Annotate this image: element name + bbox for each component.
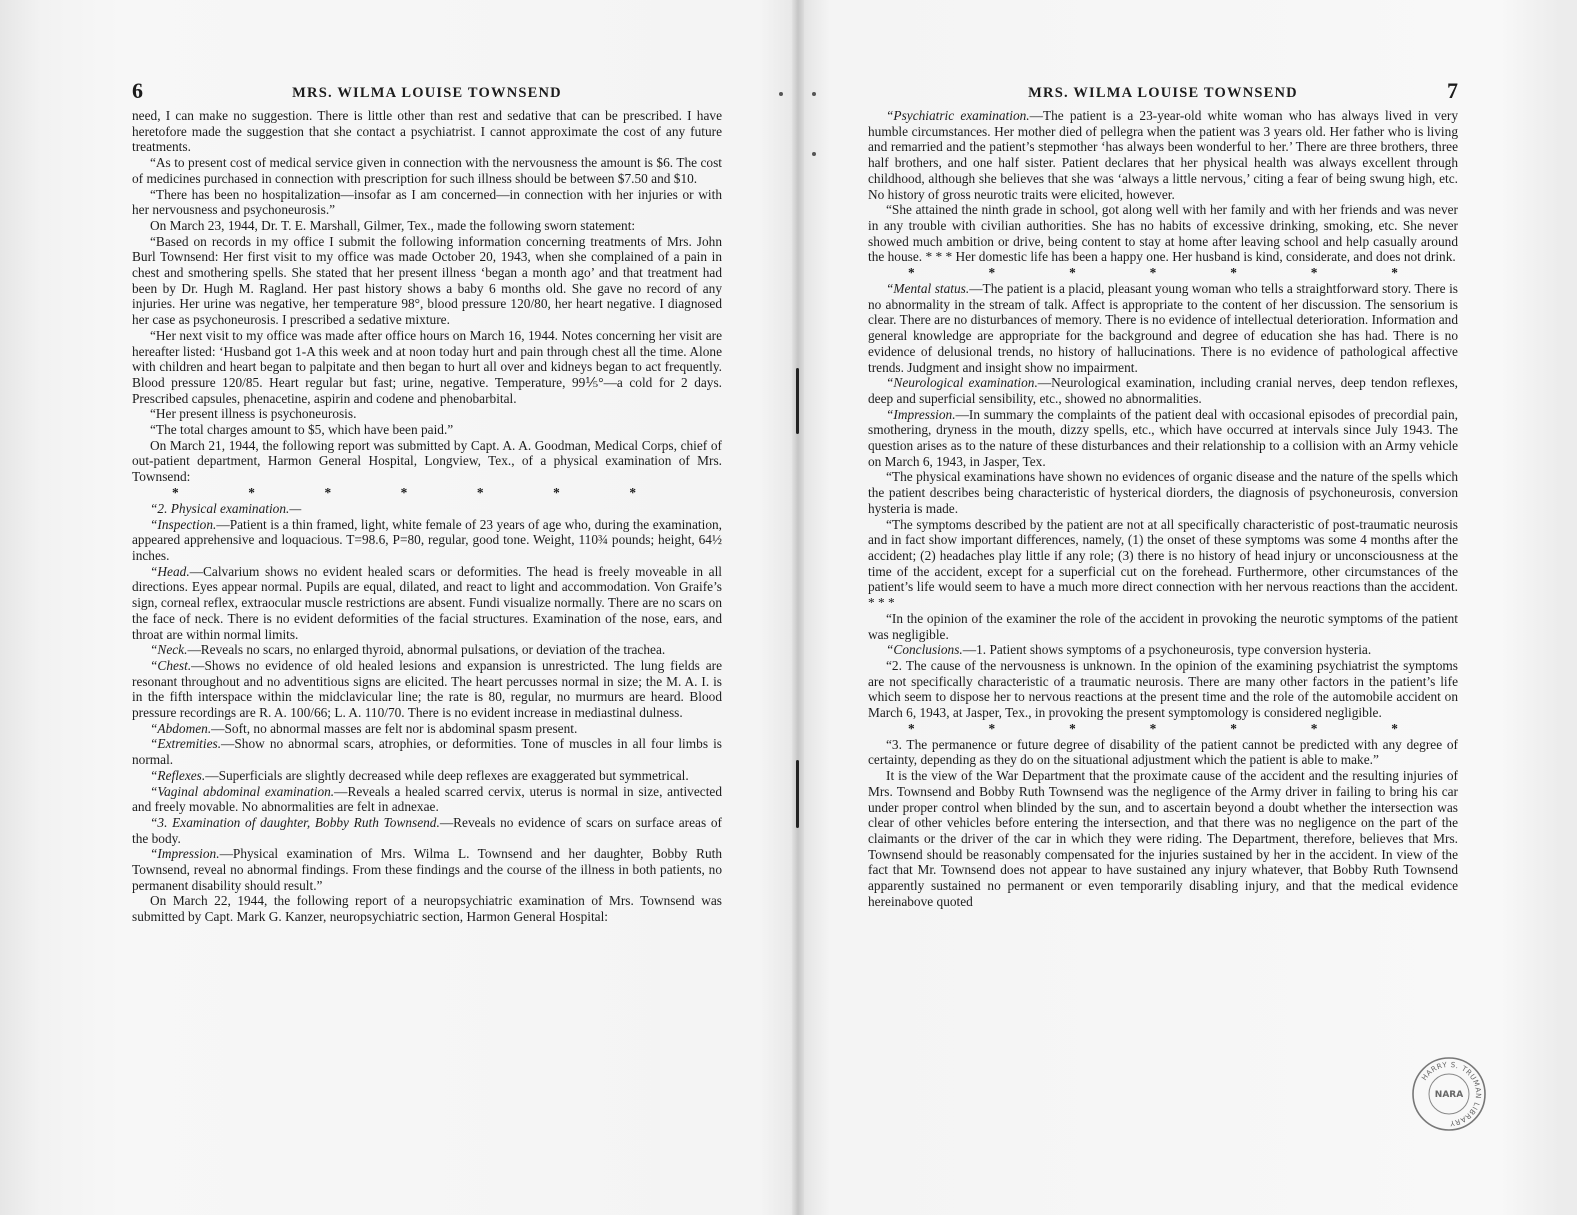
paragraph: “3. The permanence or future degree of disability of the patient cannot be predicted with any degree of certainty, depending as they do on the situational adjustment which the patient is able to make.” (868, 736, 1458, 768)
paragraph: “Her present illness is psychoneurosis. (150, 406, 357, 422)
star: * (1310, 720, 1318, 736)
page-fold (792, 0, 804, 1215)
paragraph: “2. The cause of the nervousness is unknown. In the opinion of the examining psychiatrist the symptoms are not specifically characteristic of a traumatic neurosis. There are many other factors in the patient’s life which seem to dispose her to nervous reactions at the present time and the role of the automobile accident on March 6, 1943, at Jasper, Tex., in provoking the present symptomology is considered negligible. (868, 657, 1458, 721)
exam-label: “Conclusions. (886, 642, 963, 658)
stamp-ring-text: HARRY S. TRUMAN LIBRARY (1419, 1059, 1484, 1129)
star: * (476, 484, 484, 500)
star: * (324, 484, 332, 500)
exam-text: —The patient is a placid, pleasant young woman who tells a straightforward story. There is no abnormality in the stream of talk. Affect is appropriate to the content of her discussion. The sensorium is clear. There are no disturbances of memory. There is no evidence of intellectual deterioration. Information and general knowledge are appropriate for the background and degree of education she has had. There is no evidence of delusional trends, no history of hallucinations. There is no evidence of pathological affective trends. Judgment and insight show no impairment. (868, 281, 1458, 375)
paragraph: It is the view of the War Department that the proximate cause of the accident and the resulting injuries of Mrs. Townsend and Bobby Ruth Townsend was the negligence of the Army driver in failing to bring his car under proper control when blinded by the sun, and to ascertain beyond a doubt whether the intersection was clear of other vehicles before entering the intersection, and that there was no negligence on the part of the claimants or the driver of the car in which they were riding. The Department, therefore, believes that Mrs. Townsend should be reasonably compensated for the injuries sustained by her in the accident. In view of the fact that Mr. Townsend does not appear to have sustained any injury whatever, that Bobby Ruth Townsend apparently sustained no permanent or even temporarily disabling injury, and that the medical evidence hereinabove quoted (868, 768, 1458, 909)
star: * (1069, 720, 1076, 736)
paragraph: On March 22, 1944, the following report of a neuropsychiatric examination of Mrs. Townsend was submitted by Capt. Mark G. Kanzer, neuropsychiatric section, Harmon General Hospital: (132, 893, 722, 925)
exam-text: —Reveals a healed scarred cervix, uterus is normal in size, antivected and freely movable. No abnormalities are felt in adnexae. (132, 783, 723, 815)
exam-label: “Neurological examination. (886, 375, 1038, 391)
star: * (908, 265, 915, 281)
star: * (908, 720, 915, 736)
exam-section (132, 721, 722, 737)
exam-label: “2. Physical examination.— (150, 500, 302, 516)
exam-text: —The patient is a 23-year-old white woman who has always lived in very humble circumstances. Her mother died of pellegra when the patient was 3 years old. Her father who is living and remarried and the patient’s stepmother ‘has always been wonderful to her.’ There are three brothers, three half brothers, and one half sister. Patient declares that her physical health was always excellent through childhood, although she believes that she was ‘always a little nervous,’ citing a fear of being swung high, etc. No history of gross neurotic traits were elicited, however. (868, 108, 1459, 202)
exam-label: “Head. (150, 563, 190, 579)
star: * (988, 265, 996, 281)
exam-label: “Abdomen. (150, 720, 212, 736)
paragraph: “As to present cost of medical service given in connection with the nervousness the amount is $6. The cost of medicines purchased in connection with prescription for such illness should be between $7.50 and $10. (132, 155, 722, 186)
exam-text: —Show no abnormal scars, atrophies, or deformities. Tone of muscles in all four limbs is normal. (132, 736, 722, 768)
exam-section (132, 784, 722, 815)
exam-section (868, 375, 1458, 406)
paragraph: “She attained the ninth grade in school, got along well with her family and with her friends and was never in any trouble with civilian authorities. She has no habits of excessive drinking, smoking, etc. She never showed much ambition or drive, being content to stay at home after leaving school and help casually around the house. * * * Her domestic life has been a happy one. Her husband is kind, considerate, and does not drink. (868, 202, 1458, 265)
exam-section (132, 815, 722, 846)
exam-section (132, 768, 722, 784)
exam-label: “Neck. (150, 642, 188, 658)
star: * (1149, 265, 1157, 281)
left-page (132, 78, 722, 925)
exam-label: “Reflexes. (150, 767, 206, 783)
right-page-header (868, 78, 1458, 108)
exam-label: “Chest. (150, 657, 192, 673)
staple-mark (796, 368, 799, 434)
stamp-center-text: NARA (1434, 1090, 1464, 1100)
paragraph: “The total charges amount to $5, which have been paid.” (150, 422, 454, 438)
exam-text: —Neurological examination, including cranial nerves, deep tendon reflexes, deep and superficial sensibility, etc., showed no abnormalities. (868, 375, 1459, 406)
star: * (1230, 720, 1237, 736)
scan-speck (812, 152, 816, 156)
exam-section (868, 281, 1458, 375)
paragraph: “There has been no hospitalization—insofar as I am concerned—in connection with her injuries or with her nervousness and psychoneurosis.” (132, 186, 722, 218)
staple-mark (796, 760, 799, 828)
paragraph: “In the opinion of the examiner the role of the accident in provoking the neurotic symptoms of the patient was negligible. (868, 610, 1458, 642)
exam-text: —Physical examination of Mrs. Wilma L. Townsend and her daughter, Bobby Ruth Townsend, reveal no abnormal findings. From these findings and the course of the illness in both patients, no permanent disability should result.” (132, 846, 722, 893)
star: * (1391, 265, 1398, 281)
star: * (553, 484, 560, 500)
exam-section (132, 846, 722, 893)
paragraph: need, I can make no suggestion. There is little other than rest and sedative that can be prescribed. I have heretofore made the suggestion that she contact a psychiatrist. I cannot approximate the cost of any future treatments. (132, 108, 722, 155)
exam-section (132, 517, 722, 564)
star: * (1069, 265, 1076, 281)
exam-label: “3. Examination of daughter, Bobby Ruth Townsend. (150, 814, 440, 830)
left-page-body (132, 108, 722, 925)
exam-section (132, 564, 722, 643)
star: * (1310, 265, 1318, 281)
exam-section (868, 642, 1458, 658)
paragraph: “Her next visit to my office was made after office hours on March 16, 1944. Notes concerning her visit are hereafter listed: ‘Husband got 1-A this week and at noon today hurt and pain through chest all the time. Alone with children and heart began to palpitate and then began to hurt all over and kidneys began to act frequently. Blood pressure 120/85. Heart regular but fast; urine, negative. Temperature, 99⅕°—a cold for 2 days. Prescribed capsules, phenacetine, aspirin and codene and phenobarbital. (132, 327, 722, 406)
star: * (629, 484, 636, 500)
exam-section (132, 736, 722, 767)
paragraph: “The symptoms described by the patient are not at all specifically characteristic of post-traumatic neurosis and in fact show important differences, namely, (1) the onset of these symptoms was some 4 months after the accident; (2) headaches play little if any role; (3) there is no history of head injury or unconsciousness at the time of the accident, except for a superficial cut on the forehead. Furthermore, other circumstances of the patient’s life would seem to have a much more direct connection with her nervous reactions than the accident. * * * (868, 516, 1458, 611)
exam-text: —In summary the complaints of the patient deal with occasional episodes of precordial pain, smothering, dryness in the mouth, dizzy spells, etc., which have occurred at intervals since July 1943. The question arises as to the nature of these disturbances and their relationship to a collision with an Army vehicle on March 6, 1943, in Jasper, Tex. (868, 406, 1458, 469)
ellipsis-stars (868, 721, 1458, 737)
page-number: 6 (132, 78, 143, 103)
exam-text: —1. Patient shows symptoms of a psychoneurosis, type conversion hysteria. (962, 642, 1372, 658)
paragraph: “The physical examinations have shown no evidences of organic disease and the nature of the spells which the patient describes being characteristic of hysterical diorders, the diagnosis of psychoneurosis, conversion hysteria is made. (868, 469, 1458, 516)
ellipsis-stars (868, 265, 1458, 281)
ellipsis-stars (132, 485, 722, 501)
star: * (1149, 720, 1157, 736)
exam-section (868, 407, 1458, 470)
scan-speck (779, 92, 783, 96)
exam-text: —Shows no evidence of old healed lesions and expansion is unrestricted. The lung fields are resonant throughout and no adventitious signs are elicited. The heart percusses normal in size; the M. A. I. is in the fifth interspace within the midclavicular line; the rate is 80, regular, no murmurs are heard. Blood pressure recordings are R. A. 100/66; L. A. 110/70. There is no evident increase in mediastinal dulness. (132, 657, 722, 721)
exam-text: —Reveals no scars, no enlarged thyroid, abnormal pulsations, or deviation of the trachea. (187, 642, 666, 658)
exam-text: —Calvarium shows no evident healed scars or deformities. The head is freely moveable in all directions. Eyes appear normal. Pupils are equal, dilated, and react to light and accommodation. Von Graife’s sign, corneal reflex, extraocular muscle restrictions are absent. Fundi visualize normally. There are no scars on the face of neck. There is no evident deformities of the facial structures. Examination of the nose, ears, and throat are within normal limits. (132, 563, 722, 642)
exam-label: “Inspection. (150, 516, 217, 532)
exam-section (132, 642, 722, 658)
exam-label: “Psychiatric examination. (886, 108, 1030, 123)
exam-text: —Patient is a thin framed, light, white female of 23 years of age who, during the examination, appeared apprehensive and loquacious. T=98.6, P=80, regular, good tone. Weight, 110¾ pounds; height, 64½ inches. (132, 516, 722, 563)
page-number: 7 (1447, 78, 1458, 103)
paragraph: On March 23, 1944, Dr. T. E. Marshall, Gilmer, Tex., made the following sworn statement: (150, 217, 636, 233)
exam-label: “Vaginal abdominal examination. (150, 783, 335, 799)
star: * (172, 484, 179, 500)
star: * (248, 484, 255, 500)
exam-text: —Reveals no evidence of scars on surface areas of the body. (132, 814, 722, 846)
star: * (400, 484, 408, 500)
running-head: MRS. WILMA LOUISE TOWNSEND (1028, 85, 1298, 101)
paragraph: On March 21, 1944, the following report was submitted by Capt. A. A. Goodman, Medical Corps, chief of out-patient department, Harmon General Hospital, Longview, Tex., of a physical examination of Mrs. Townsend: (132, 437, 722, 485)
running-head: MRS. WILMA LOUISE TOWNSEND (292, 85, 562, 101)
exam-text: —Superficials are slightly decreased while deep reflexes are exaggerated but symmetrical. (205, 767, 689, 783)
exam-text: —Soft, no abnormal masses are felt nor is abdominal spasm present. (211, 720, 578, 736)
exam-label: “Impression. (150, 846, 220, 862)
star: * (988, 720, 996, 736)
paragraph: “Based on records in my office I submit the following information concerning treatments of Mrs. John Burl Townsend: Her first visit to my office was made October 20, 1943, when she complained of a pain in chest and smothering spells. She stated that her present illness ‘began a month ago’ and that treatment had been by Dr. Hugh M. Ragland. Her past history shows a baby 6 months old. She gave no record of any injuries. Her urine was negative, her temperature 98°, blood pressure 120/80, her heart negative. I diagnosed her case as psychoneurosis. I prescribed a sedative mixture. (132, 233, 722, 328)
exam-label: “Extremities. (150, 736, 222, 752)
star: * (1391, 720, 1398, 736)
exam-label: “Impression. (886, 406, 956, 422)
star: * (1230, 265, 1237, 281)
exam-section (868, 108, 1458, 202)
exam-section (132, 658, 722, 721)
exam-label: “Mental status. (886, 281, 970, 297)
library-stamp (1410, 1055, 1488, 1133)
left-page-header (132, 78, 722, 108)
right-page-body (868, 108, 1458, 909)
scan-speck (812, 92, 816, 96)
right-page (868, 78, 1458, 909)
exam-section (132, 501, 722, 517)
